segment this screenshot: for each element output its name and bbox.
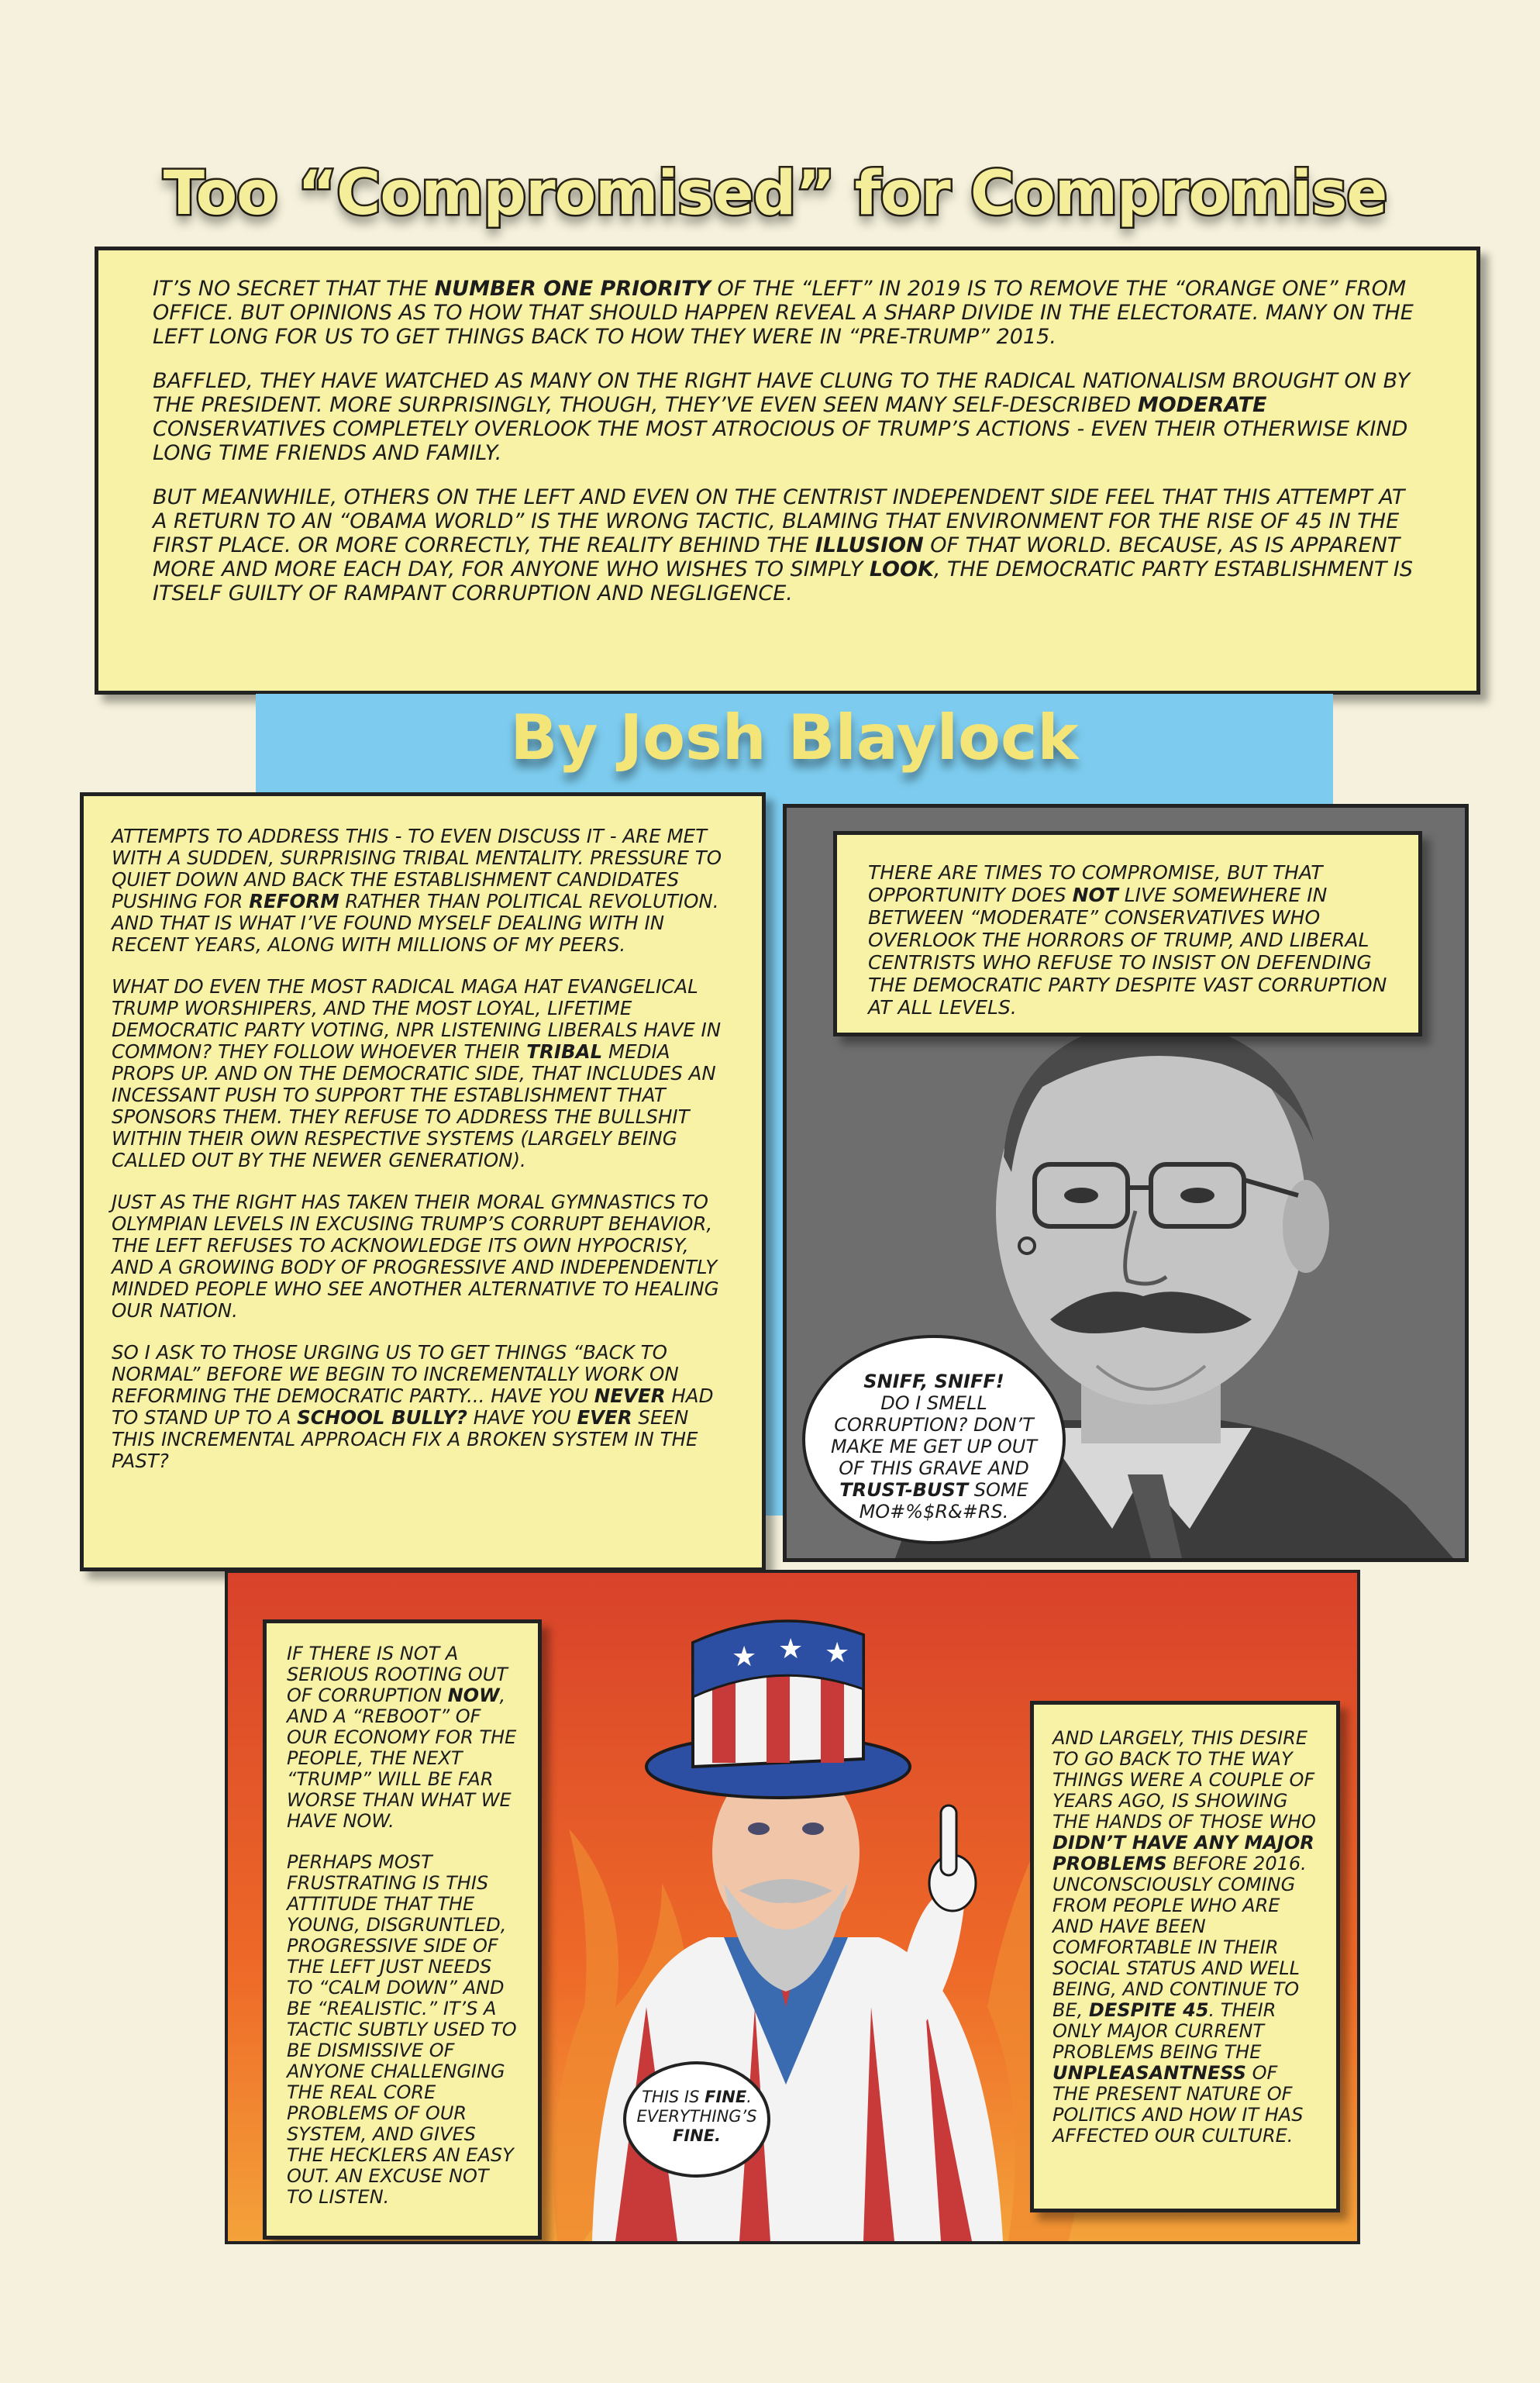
roosevelt-caption: THERE ARE TIMES TO COMPROMISE, BUT THAT OPPORTUNITY DOES NOT LIVE SOMEWHERE IN BETWEEN “MODERATE” CONSERVATIVES WHO OVERLOOK THE HORRORS OF TRUMP, AND LIBERAL CENTRISTS WHO REFUSE TO INSIST ON DEFENDING THE DEMOCRATIC PARTY DESPITE VAST CORRUPTION AT ALL LEVELS. [833,831,1422,1036]
fire-left-paragraph-1: IF THERE IS NOT A SERIOUS ROOTING OUT OF CORRUPTION NOW, AND A “REBOOT” OF OUR ECONOMY FOR THE PEOPLE, THE NEXT “TRUMP” WILL BE FAR WORSE THAN WHAT WE HAVE NOW. [287,1643,517,1832]
intro-paragraph-2: BAFFLED, THEY HAVE WATCHED AS MANY ON THE RIGHT HAVE CLUNG TO THE RADICAL NATIONALISM BROUGHT ON BY THE PRESIDENT. MORE SURPRISINGLY, THOUGH, THEY’VE EVEN SEEN MANY SELF-DESCRIBED MODERATE CONSERVATIVES COMPLETELY OVERLOOK THE MOST ATROCIOUS OF TRUMP’S ACTIONS - EVEN THEIR OTHERWISE KIND LONG TIME FRIENDS AND FAMILY. [153,369,1411,465]
left-paragraph-1: ATTEMPTS TO ADDRESS THIS - TO EVEN DISCUSS IT - ARE MET WITH A SUDDEN, SURPRISING TRIBAL MENTALITY. PRESSURE TO QUIET DOWN AND BACK THE ESTABLISHMENT CANDIDATES PUSHING FOR REFORM RATHER THAN POLITICAL REVOLUTION. AND THAT IS WHAT I’VE FOUND MYSELF DEALING WITH IN RECENT YEARS, ALONG WITH MILLIONS OF MY PEERS. [112,825,722,956]
fire-left-paragraph-2: PERHAPS MOST FRUSTRATING IS THIS ATTITUDE THAT THE YOUNG, DISGRUNTLED, PROGRESSIVE SIDE OF THE LEFT JUST NEEDS TO “CALM DOWN” AND BE “REALISTIC.” IT’S A TACTIC SUBTLY USED TO BE DISMISSIVE OF ANYONE CHALLENGING THE REAL CORE PROBLEMS OF OUR SYSTEM, AND GIVES THE HECKLERS AN EASY OUT. AN EXCUSE NOT TO LISTEN. [287,1851,517,2208]
left-paragraph-3: JUST AS THE RIGHT HAS TAKEN THEIR MORAL GYMNASTICS TO OLYMPIAN LEVELS IN EXCUSING TRUMP’S CORRUPT BEHAVIOR, THE LEFT REFUSES TO ACKNOWLEDGE ITS OWN HYPOCRISY, AND A GROWING BODY OF PROGRESSIVE AND INDEPENDENTLY MINDED PEOPLE WHO SEE ANOTHER ALTERNATIVE TO HEALING OUR NATION. [112,1191,719,1322]
page-title: Too “Compromised” for Compromise [163,159,1387,229]
intro-paragraph-3: BUT MEANWHILE, OTHERS ON THE LEFT AND EVEN ON THE CENTRIST INDEPENDENT SIDE FEEL THAT THIS ATTEMPT AT A RETURN TO AN “OBAMA WORLD” IS THE WRONG TACTIC, BLAMING THAT ENVIRONMENT FOR THE RISE OF 45 IN THE FIRST PLACE. OR MORE CORRECTLY, THE REALITY BEHIND THE ILLUSION OF THAT WORLD. BECAUSE, AS IS APPARENT MORE AND MORE EACH DAY, FOR ANYONE WHO WISHES TO SIMPLY LOOK, THE DEMOCRATIC PARTY ESTABLISHMENT IS ITSELF GUILTY OF RAMPANT CORRUPTION AND NEGLIGENCE. [153,485,1414,605]
uncle-sam-panel [225,1570,1360,2244]
intro-caption [95,247,1480,695]
roosevelt-panel [783,804,1469,1562]
hat-star-icon: ★ [732,1641,757,1673]
left-column-caption [80,792,766,1571]
left-paragraph-2: WHAT DO EVEN THE MOST RADICAL MAGA HAT EVANGELICAL TRUMP WORSHIPERS, AND THE MOST LOYAL, LIFETIME DEMOCRATIC PARTY VOTING, NPR LISTENING LIBERALS HAVE IN COMMON? THEY FOLLOW WHOEVER THEIR TRIBAL MEDIA PROPS UP. AND ON THE DEMOCRATIC SIDE, THAT INCLUDES AN INCESSANT PUSH TO SUPPORT THE ESTABLISHMENT THAT SPONSORS THEM. THEY REFUSE TO ADDRESS THE BULLSHIT WITHIN THEIR OWN RESPECTIVE SYSTEMS (LARGELY BEING CALLED OUT BY THE NEWER GENERATION). [112,975,722,1171]
hat-star-icon: ★ [778,1633,804,1665]
hat-star-icon: ★ [825,1637,850,1669]
uncle-sam-left-caption [263,1619,542,2240]
intro-paragraph-1: IT’S NO SECRET THAT THE NUMBER ONE PRIORITY OF THE “LEFT” IN 2019 IS TO REMOVE THE “ORANGE ONE” FROM OFFICE. BUT OPINIONS AS TO HOW THAT SHOULD HAPPEN REVEAL A SHARP DIVIDE IN THE ELECTORATE. MANY ON THE LEFT LONG FOR US TO GET THINGS BACK TO HOW THEY WERE IN “PRE-TRUMP” 2015. [153,277,1414,349]
left-paragraph-4: SO I ASK TO THOSE URGING US TO GET THINGS “BACK TO NORMAL” BEFORE WE BEGIN TO INCREMENTALLY WORK ON REFORMING THE DEMOCRATIC PARTY... HAVE YOU NEVER HAD TO STAND UP TO A SCHOOL BULLY? HAVE YOU EVER SEEN THIS INCREMENTAL APPROACH FIX A BROKEN SYSTEM IN THE PAST? [112,1341,714,1472]
uncle-sam-right-caption: AND LARGELY, THIS DESIRE TO GO BACK TO THE WAY THINGS WERE A COUPLE OF YEARS AGO, IS SHOWING THE HANDS OF THOSE WHO DIDN’T HAVE ANY MAJOR PROBLEMS BEFORE 2016. UNCONSCIOUSLY COMING FROM PEOPLE WHO ARE AND HAVE BEEN COMFORTABLE IN THEIR SOCIAL STATUS AND WELL BEING, AND CONTINUE TO BE, DESPITE 45. THEIR ONLY MAJOR CURRENT PROBLEMS BEING THE UNPLEASANTNESS OF THE PRESENT NATURE OF POLITICS AND HOW IT HAS AFFECTED OUR CULTURE. [1030,1701,1340,2212]
byline: By Josh Blaylock [510,702,1079,774]
uncle-sam-speech-bubble: THIS IS FINE. EVERYTHING’S FINE. [623,2061,770,2178]
roosevelt-speech-bubble: SNIFF, SNIFF! DO I SMELL CORRUPTION? DON’T MAKE ME GET UP OUT OF THIS GRAVE AND TRUST-BUST SOME MO#%$R&#RS. [802,1335,1066,1544]
